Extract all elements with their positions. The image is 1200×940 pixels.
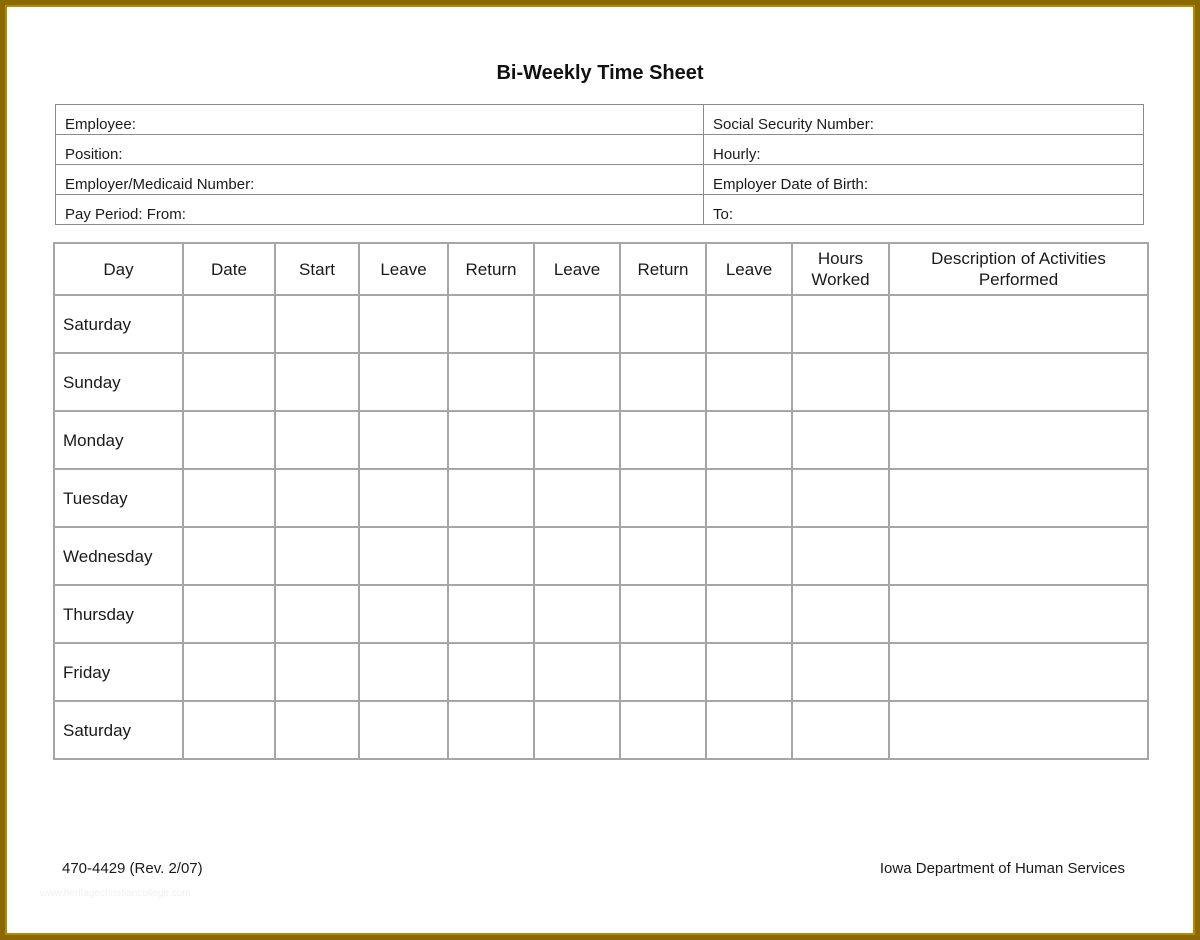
entry-cell[interactable]	[792, 411, 889, 469]
position-field[interactable]: Position:	[56, 135, 704, 165]
employer-dob-field[interactable]: Employer Date of Birth:	[704, 165, 1144, 195]
timesheet-grid	[53, 242, 1149, 760]
column-header: Description of Activities Performed	[889, 243, 1148, 295]
entry-cell[interactable]	[792, 643, 889, 701]
entry-cell[interactable]	[275, 643, 359, 701]
entry-cell[interactable]	[183, 701, 275, 759]
entry-cell[interactable]	[889, 469, 1148, 527]
entry-cell[interactable]	[534, 469, 620, 527]
info-row	[56, 165, 1144, 195]
entry-cell[interactable]	[183, 411, 275, 469]
entry-cell[interactable]	[792, 469, 889, 527]
entry-cell[interactable]	[534, 527, 620, 585]
entry-cell[interactable]	[620, 527, 706, 585]
entry-cell[interactable]	[534, 643, 620, 701]
entry-cell[interactable]	[534, 295, 620, 353]
entry-cell[interactable]	[359, 411, 448, 469]
entry-cell[interactable]	[792, 701, 889, 759]
pay-period-from-field[interactable]: Pay Period: From:	[56, 195, 704, 225]
info-row	[56, 195, 1144, 225]
entry-cell[interactable]	[534, 353, 620, 411]
entry-cell[interactable]	[889, 411, 1148, 469]
entry-cell[interactable]	[706, 411, 792, 469]
column-header: Leave	[706, 243, 792, 295]
entry-cell[interactable]	[183, 353, 275, 411]
form-number: 470-4429 (Rev. 2/07)	[62, 860, 203, 877]
entry-cell[interactable]	[359, 585, 448, 643]
entry-cell[interactable]	[359, 295, 448, 353]
entry-cell[interactable]	[359, 353, 448, 411]
entry-cell[interactable]	[448, 295, 534, 353]
entry-cell[interactable]	[706, 295, 792, 353]
employer-medicaid-field[interactable]: Employer/Medicaid Number:	[56, 165, 704, 195]
entry-cell[interactable]	[792, 295, 889, 353]
entry-cell[interactable]	[275, 353, 359, 411]
entry-cell[interactable]	[889, 527, 1148, 585]
table-row	[54, 701, 1148, 759]
entry-cell[interactable]	[706, 469, 792, 527]
table-row	[54, 411, 1148, 469]
day-label: Thursday	[54, 585, 183, 643]
column-header: Hours Worked	[792, 243, 889, 295]
info-row	[56, 105, 1144, 135]
entry-cell[interactable]	[275, 295, 359, 353]
entry-cell[interactable]	[275, 701, 359, 759]
entry-cell[interactable]	[534, 701, 620, 759]
entry-cell[interactable]	[706, 643, 792, 701]
hourly-field[interactable]: Hourly:	[704, 135, 1144, 165]
entry-cell[interactable]	[448, 411, 534, 469]
day-label: Tuesday	[54, 469, 183, 527]
entry-cell[interactable]	[792, 353, 889, 411]
entry-cell[interactable]	[359, 469, 448, 527]
page-title: Bi-Weekly Time Sheet	[496, 62, 704, 84]
entry-cell[interactable]	[889, 701, 1148, 759]
column-header: Leave	[359, 243, 448, 295]
entry-cell[interactable]	[534, 411, 620, 469]
entry-cell[interactable]	[359, 701, 448, 759]
watermark: www.heritagechristiancollege.com	[40, 888, 191, 899]
entry-cell[interactable]	[183, 643, 275, 701]
entry-cell[interactable]	[448, 585, 534, 643]
entry-cell[interactable]	[889, 295, 1148, 353]
entry-cell[interactable]	[792, 527, 889, 585]
entry-cell[interactable]	[534, 585, 620, 643]
info-row	[56, 135, 1144, 165]
entry-cell[interactable]	[275, 411, 359, 469]
entry-cell[interactable]	[706, 353, 792, 411]
entry-cell[interactable]	[620, 411, 706, 469]
entry-cell[interactable]	[620, 295, 706, 353]
column-header: Leave	[534, 243, 620, 295]
entry-cell[interactable]	[889, 643, 1148, 701]
entry-cell[interactable]	[359, 527, 448, 585]
table-row	[54, 585, 1148, 643]
entry-cell[interactable]	[706, 701, 792, 759]
employee-field[interactable]: Employee:	[56, 105, 704, 135]
day-label: Friday	[54, 643, 183, 701]
column-header: Date	[183, 243, 275, 295]
entry-cell[interactable]	[448, 701, 534, 759]
entry-cell[interactable]	[183, 295, 275, 353]
column-header: Return	[620, 243, 706, 295]
entry-cell[interactable]	[620, 701, 706, 759]
table-row	[54, 527, 1148, 585]
entry-cell[interactable]	[448, 469, 534, 527]
entry-cell[interactable]	[889, 353, 1148, 411]
entry-cell[interactable]	[275, 585, 359, 643]
header-row	[54, 243, 1148, 295]
entry-cell[interactable]	[448, 527, 534, 585]
pay-period-to-field[interactable]: To:	[704, 195, 1144, 225]
entry-cell[interactable]	[792, 585, 889, 643]
day-label: Sunday	[54, 353, 183, 411]
entry-cell[interactable]	[448, 353, 534, 411]
column-header: Day	[54, 243, 183, 295]
entry-cell[interactable]	[183, 527, 275, 585]
entry-cell[interactable]	[706, 527, 792, 585]
entry-cell[interactable]	[620, 643, 706, 701]
entry-cell[interactable]	[275, 527, 359, 585]
day-label: Monday	[54, 411, 183, 469]
column-header: Start	[275, 243, 359, 295]
day-label: Saturday	[54, 295, 183, 353]
day-label: Wednesday	[54, 527, 183, 585]
entry-cell[interactable]	[706, 585, 792, 643]
entry-cell[interactable]	[620, 585, 706, 643]
day-label: Saturday	[54, 701, 183, 759]
employee-info-table	[55, 104, 1144, 225]
table-row	[54, 643, 1148, 701]
table-row	[54, 353, 1148, 411]
entry-cell[interactable]	[275, 469, 359, 527]
entry-cell[interactable]	[359, 643, 448, 701]
entry-cell[interactable]	[448, 643, 534, 701]
entry-cell[interactable]	[620, 469, 706, 527]
column-header: Return	[448, 243, 534, 295]
entry-cell[interactable]	[183, 585, 275, 643]
table-row	[54, 295, 1148, 353]
ssn-field[interactable]: Social Security Number:	[704, 105, 1144, 135]
grid-body	[54, 295, 1148, 759]
table-row	[54, 469, 1148, 527]
entry-cell[interactable]	[620, 353, 706, 411]
entry-cell[interactable]	[889, 585, 1148, 643]
agency-name: Iowa Department of Human Services	[879, 860, 1125, 877]
entry-cell[interactable]	[183, 469, 275, 527]
